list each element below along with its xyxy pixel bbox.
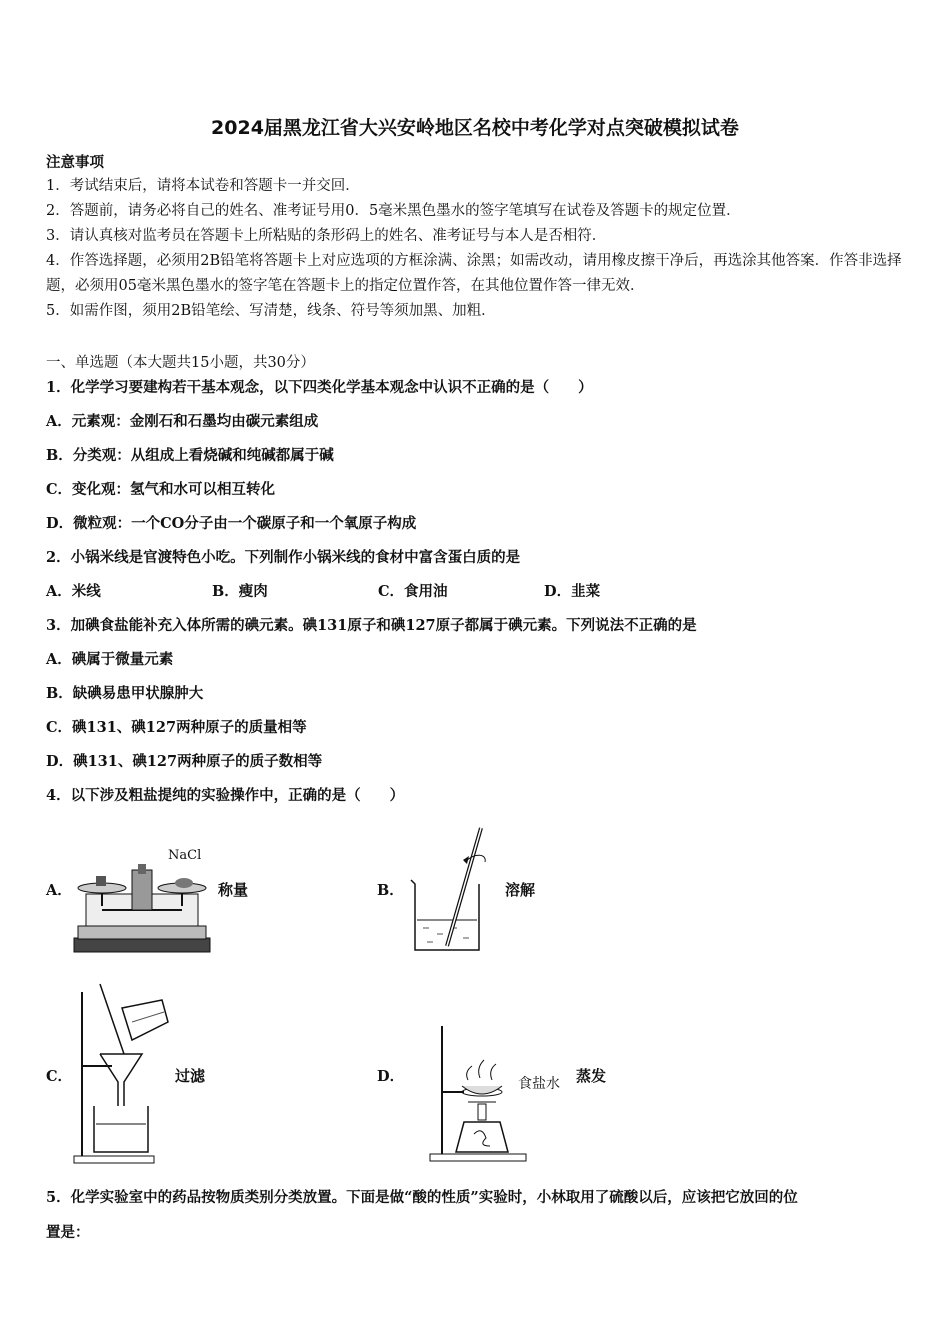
question-2-stem: 2．小锅米线是官渡特色小吃。下列制作小锅米线的食材中富含蛋白质的是	[46, 549, 521, 566]
question-1-stem: 1．化学学习要建构若干基本观念，以下四类化学基本观念中认识不正确的是（ ）	[46, 379, 593, 396]
notice-list	[46, 174, 911, 324]
evaporation-setup-illustration	[428, 1022, 528, 1162]
figure-b-caption: 溶解	[505, 881, 536, 899]
figure-c-caption: 过滤	[175, 1067, 206, 1085]
question-3-option-c: C．碘131、碘127两种原子的质量相等	[46, 719, 307, 736]
notice-item: 1．考试结束后，请将本试卷和答题卡一并交回．	[46, 178, 360, 194]
question-2-option-d: D．韭菜	[544, 583, 601, 600]
figure-d-caption: 蒸发	[576, 1067, 607, 1085]
page-title: 2024届黑龙江省大兴安岭地区名校中考化学对点突破模拟试卷	[211, 117, 739, 139]
notice-item: 2．答题前，请务必将自己的姓名、准考证号用0．5毫米黑色墨水的签字笔填写在试卷及答题卡的规定位置．	[46, 203, 741, 219]
figure-c-letter: C．	[46, 1068, 73, 1085]
question-1-option-c: C．变化观：氢气和水可以相互转化	[46, 481, 276, 498]
question-4-stem: 4．以下涉及粗盐提纯的实验操作中，正确的是（ ）	[46, 787, 405, 804]
question-2-options	[46, 580, 710, 601]
figure-a-caption: 称量	[218, 881, 249, 899]
question-1-option-d: D．微粒观：一个CO分子由一个碳原子和一个氧原子构成	[46, 515, 417, 532]
question-1-option-b: B．分类观：从组成上看烧碱和纯碱都属于碱	[46, 447, 334, 464]
beaker-stirring-illustration	[405, 826, 495, 954]
question-2-option-c: C．食用油	[378, 583, 448, 600]
notice-item: 3．请认真核对监考员在答题卡上所粘贴的条形码上的姓名、准考证号与本人是否相符．	[46, 228, 607, 244]
notice-item: 4．作答选择题，必须用2B铅笔将答题卡上对应选项的方框涂满、涂黑；如需改动，请用橡皮擦干净后，再选涂其他答案．作答非选择题，必须用05毫米黑色墨水的签字笔在答题卡上的指定位置作答，在其他位置作答一律无效．	[46, 253, 902, 294]
question-5-stem-continued: 置是：	[46, 1224, 90, 1241]
figure-d-tag: 食盐水	[518, 1076, 560, 1092]
question-3-option-a: A．碘属于微量元素	[46, 651, 174, 668]
question-5-stem: 5．化学实验室中的药品按物质类别分类放置。下面是做“酸的性质”实验时，小林取用了硫酸以后，应该把它放回的位	[46, 1189, 798, 1206]
question-3-option-d: D．碘131、碘127两种原子的质子数相等	[46, 753, 323, 770]
question-1-option-a: A．元素观：金刚石和石墨均由碳元素组成	[46, 413, 319, 430]
notice-heading: 注意事项	[46, 154, 104, 171]
figure-a-tag: NaCl	[168, 848, 202, 863]
notice-item: 5．如需作图，须用2B铅笔绘、写清楚，线条、符号等须加黑、加粗．	[46, 303, 496, 319]
section-heading: 一、单选题（本大题共15小题，共30分）	[46, 355, 315, 371]
figure-d-letter: D．	[377, 1068, 405, 1085]
filtration-setup-illustration	[72, 982, 172, 1164]
question-2-option-b: B．瘦肉	[212, 583, 268, 600]
question-3-stem: 3．加碘食盐能补充入体所需的碘元素。碘131原子和碘127原子都属于碘元素。下列说法不正确的是	[46, 617, 697, 634]
figure-b-letter: B．	[377, 882, 404, 899]
figure-a-letter: A．	[46, 882, 72, 899]
question-3-option-b: B．缺碘易患甲状腺肿大	[46, 685, 204, 702]
question-2-option-a: A．米线	[46, 583, 101, 600]
